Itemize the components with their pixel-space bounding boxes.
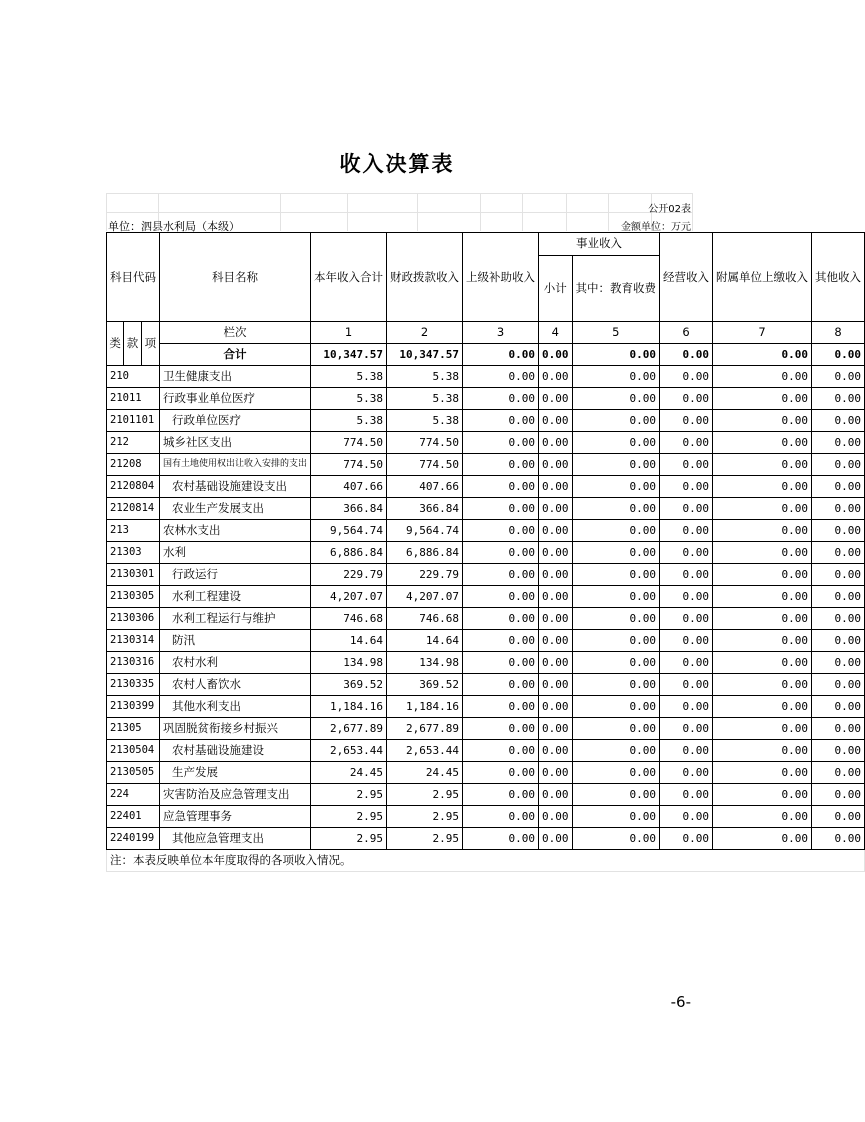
amount-cell: 5.38 [387,388,463,410]
amount-cell: 0.00 [812,762,865,784]
amount-cell: 0.00 [713,718,812,740]
amount-cell: 0.00 [539,630,573,652]
amount-cell: 0.00 [539,366,573,388]
total-value: 0.00 [660,344,713,366]
amount-cell: 0.00 [812,586,865,608]
amount-cell: 0.00 [713,564,812,586]
subject-code: 2120804 [107,476,160,498]
amount-cell: 369.52 [387,674,463,696]
amount-cell: 0.00 [572,740,660,762]
total-value: 0.00 [463,344,539,366]
col-index-7: 7 [713,322,812,344]
amount-cell: 0.00 [812,476,865,498]
amount-cell: 0.00 [812,608,865,630]
amount-cell: 0.00 [572,542,660,564]
col-index-2: 2 [387,322,463,344]
amount-cell: 0.00 [660,696,713,718]
table-row [107,366,865,388]
amount-cell: 14.64 [311,630,387,652]
amount-cell: 0.00 [713,608,812,630]
table-row [107,476,865,498]
amount-cell: 2,677.89 [311,718,387,740]
amount-cell: 0.00 [713,366,812,388]
form-code: 公开02表 [648,204,691,215]
amount-cell: 2,653.44 [311,740,387,762]
col-index-5: 5 [572,322,660,344]
amount-cell: 0.00 [812,542,865,564]
amount-cell: 746.68 [311,608,387,630]
header-subtotal: 小计 [539,255,573,322]
amount-cell: 0.00 [463,828,539,850]
amount-cell: 0.00 [660,388,713,410]
amount-cell: 0.00 [713,762,812,784]
total-value: 0.00 [539,344,573,366]
amount-cell: 0.00 [539,432,573,454]
amount-cell: 0.00 [812,564,865,586]
amount-cell: 0.00 [812,740,865,762]
table-row [107,498,865,520]
amount-cell: 774.50 [387,432,463,454]
amount-cell: 0.00 [660,498,713,520]
amount-cell: 369.52 [311,674,387,696]
amount-cell: 0.00 [572,586,660,608]
table-row [107,828,865,850]
amount-cell: 0.00 [660,476,713,498]
amount-cell: 5.38 [311,366,387,388]
col-index-6: 6 [660,322,713,344]
amount-cell: 0.00 [539,498,573,520]
amount-cell: 0.00 [660,718,713,740]
amount-cell: 0.00 [713,454,812,476]
amount-cell: 2.95 [311,828,387,850]
amount-cell: 0.00 [812,784,865,806]
subject-code: 212 [107,432,160,454]
subject-code: 2101101 [107,410,160,432]
subject-name: 行政单位医疗 [160,410,311,432]
amount-cell: 0.00 [812,410,865,432]
amount-cell: 0.00 [713,784,812,806]
amount-cell: 0.00 [660,410,713,432]
amount-cell: 6,886.84 [311,542,387,564]
subject-name: 水利工程建设 [160,586,311,608]
amount-cell: 0.00 [660,630,713,652]
table-row [107,630,865,652]
amount-cell: 0.00 [539,828,573,850]
amount-cell: 0.00 [812,388,865,410]
total-value: 0.00 [713,344,812,366]
amount-cell: 0.00 [539,410,573,432]
amount-cell: 0.00 [660,520,713,542]
amount-cell: 6,886.84 [387,542,463,564]
amount-cell: 0.00 [713,696,812,718]
amount-cell: 0.00 [713,586,812,608]
amount-cell: 4,207.07 [311,586,387,608]
amount-cell: 0.00 [463,410,539,432]
amount-cell: 0.00 [539,542,573,564]
table-row [107,564,865,586]
header-business: 事业收入 [539,233,660,256]
amount-cell: 0.00 [572,564,660,586]
header-name: 科目名称 [160,233,311,322]
table-row [107,674,865,696]
table-row [107,542,865,564]
total-value: 0.00 [812,344,865,366]
subject-code: 2130306 [107,608,160,630]
amount-cell: 134.98 [311,652,387,674]
subject-code: 210 [107,366,160,388]
amount-cell: 5.38 [387,410,463,432]
header-lanci: 栏次 [160,322,311,344]
subject-name: 其他应急管理支出 [160,828,311,850]
amount-cell: 0.00 [812,696,865,718]
amount-cell: 0.00 [713,520,812,542]
amount-cell: 0.00 [539,608,573,630]
amount-cell: 5.38 [311,388,387,410]
amount-cell: 0.00 [463,806,539,828]
amount-cell: 0.00 [463,718,539,740]
header-operating: 经营收入 [660,233,713,322]
table-row [107,608,865,630]
amount-cell: 0.00 [572,784,660,806]
col-index-4: 4 [539,322,573,344]
subject-name: 卫生健康支出 [160,366,311,388]
subject-name: 农村人畜饮水 [160,674,311,696]
amount-cell: 0.00 [539,718,573,740]
subject-code: 21305 [107,718,160,740]
subject-name: 其他水利支出 [160,696,311,718]
amount-cell: 0.00 [572,388,660,410]
subject-code: 2120814 [107,498,160,520]
amount-cell: 0.00 [713,674,812,696]
amount-cell: 774.50 [387,454,463,476]
amount-cell: 0.00 [572,718,660,740]
amount-cell: 0.00 [713,542,812,564]
amount-cell: 0.00 [572,828,660,850]
amount-cell: 0.00 [539,674,573,696]
amount-cell: 0.00 [812,432,865,454]
subject-name: 国有土地使用权出让收入安排的支出 [160,454,311,476]
subject-code: 21011 [107,388,160,410]
amount-cell: 0.00 [572,806,660,828]
header-subsidy: 上级补助收入 [463,233,539,322]
amount-cell: 0.00 [539,388,573,410]
amount-cell: 0.00 [463,564,539,586]
subject-code: 2130301 [107,564,160,586]
subject-code: 224 [107,784,160,806]
amount-cell: 0.00 [660,652,713,674]
amount-cell: 0.00 [572,674,660,696]
subject-name: 水利 [160,542,311,564]
amount-cell: 0.00 [572,366,660,388]
subject-name: 行政运行 [160,564,311,586]
amount-cell: 0.00 [660,784,713,806]
amount-cell: 0.00 [572,652,660,674]
col-index-8: 8 [812,322,865,344]
amount-cell: 0.00 [713,388,812,410]
subject-name: 农业生产发展支出 [160,498,311,520]
amount-cell: 0.00 [463,674,539,696]
amount-cell: 0.00 [463,388,539,410]
header-education: 其中：教育收费 [572,255,660,322]
amount-cell: 2,653.44 [387,740,463,762]
amount-cell: 0.00 [713,828,812,850]
amount-cell: 0.00 [713,740,812,762]
table-row [107,696,865,718]
amount-cell: 0.00 [463,740,539,762]
amount-cell: 0.00 [463,520,539,542]
amount-cell: 0.00 [812,498,865,520]
amount-cell: 0.00 [660,674,713,696]
subject-code: 2130305 [107,586,160,608]
amount-cell: 0.00 [539,784,573,806]
amount-cell: 2,677.89 [387,718,463,740]
amount-cell: 366.84 [311,498,387,520]
amount-cell: 9,564.74 [311,520,387,542]
total-value: 10,347.57 [387,344,463,366]
amount-cell: 0.00 [463,498,539,520]
amount-cell: 0.00 [812,806,865,828]
amount-cell: 0.00 [572,432,660,454]
col-index-3: 3 [463,322,539,344]
subject-code: 213 [107,520,160,542]
subject-name: 农村水利 [160,652,311,674]
total-value: 0.00 [572,344,660,366]
amount-unit: 金额单位：万元 [621,222,691,233]
amount-cell: 0.00 [572,498,660,520]
unit-name: 单位：泗县水利局（本级） [108,220,240,233]
amount-cell: 0.00 [463,454,539,476]
subject-code: 21208 [107,454,160,476]
total-row [107,344,865,366]
amount-cell: 0.00 [660,542,713,564]
header-xiang: 项 [141,322,159,366]
amount-cell: 0.00 [812,718,865,740]
table-row [107,520,865,542]
amount-cell: 0.00 [539,762,573,784]
amount-cell: 24.45 [387,762,463,784]
amount-cell: 0.00 [463,696,539,718]
amount-cell: 0.00 [713,476,812,498]
amount-cell: 0.00 [660,828,713,850]
amount-cell: 229.79 [387,564,463,586]
subject-code: 2240199 [107,828,160,850]
document-title: 收入决算表 [339,152,455,176]
amount-cell: 0.00 [713,432,812,454]
table-row [107,784,865,806]
amount-cell: 0.00 [539,806,573,828]
subject-name: 城乡社区支出 [160,432,311,454]
amount-cell: 0.00 [572,520,660,542]
amount-cell: 229.79 [311,564,387,586]
amount-cell: 0.00 [572,454,660,476]
amount-cell: 0.00 [812,674,865,696]
amount-cell: 0.00 [660,762,713,784]
amount-cell: 746.68 [387,608,463,630]
subject-code: 2130316 [107,652,160,674]
subject-code: 2130505 [107,762,160,784]
amount-cell: 0.00 [812,366,865,388]
header-kuan: 款 [124,322,141,366]
amount-cell: 0.00 [660,608,713,630]
amount-cell: 0.00 [713,630,812,652]
amount-cell: 0.00 [463,542,539,564]
subject-code: 2130504 [107,740,160,762]
amount-cell: 0.00 [539,740,573,762]
amount-cell: 0.00 [463,586,539,608]
amount-cell: 0.00 [660,432,713,454]
table-row [107,652,865,674]
amount-cell: 0.00 [713,806,812,828]
amount-cell: 0.00 [463,762,539,784]
amount-cell: 0.00 [539,564,573,586]
total-value: 10,347.57 [311,344,387,366]
amount-cell: 0.00 [660,454,713,476]
amount-cell: 5.38 [311,410,387,432]
header-code: 科目代码 [107,233,160,322]
header-other: 其他收入 [812,233,865,322]
amount-cell: 2.95 [387,784,463,806]
table-row [107,454,865,476]
income-table [106,232,865,872]
subject-code: 22401 [107,806,160,828]
header-fiscal: 财政拨款收入 [387,233,463,322]
subject-name: 农村基础设施建设 [160,740,311,762]
subject-name: 水利工程运行与维护 [160,608,311,630]
amount-cell: 407.66 [311,476,387,498]
subject-name: 行政事业单位医疗 [160,388,311,410]
subject-name: 生产发展 [160,762,311,784]
subject-name: 灾害防治及应急管理支出 [160,784,311,806]
amount-cell: 0.00 [812,652,865,674]
table-row [107,718,865,740]
subject-name: 农村基础设施建设支出 [160,476,311,498]
table-row [107,388,865,410]
amount-cell: 0.00 [812,630,865,652]
subject-name: 应急管理事务 [160,806,311,828]
amount-cell: 2.95 [311,806,387,828]
subject-code: 2130399 [107,696,160,718]
amount-cell: 0.00 [463,366,539,388]
amount-cell: 0.00 [539,520,573,542]
amount-cell: 134.98 [387,652,463,674]
amount-cell: 0.00 [463,784,539,806]
table-row [107,586,865,608]
amount-cell: 5.38 [387,366,463,388]
amount-cell: 0.00 [572,696,660,718]
amount-cell: 0.00 [713,652,812,674]
subject-name: 防汛 [160,630,311,652]
total-label: 合计 [160,344,311,366]
amount-cell: 0.00 [539,696,573,718]
table-row [107,432,865,454]
amount-cell: 407.66 [387,476,463,498]
amount-cell: 0.00 [660,740,713,762]
header-row-1 [107,233,865,256]
amount-cell: 0.00 [812,828,865,850]
amount-cell: 0.00 [463,432,539,454]
amount-cell: 2.95 [311,784,387,806]
amount-cell: 0.00 [463,630,539,652]
amount-cell: 774.50 [311,454,387,476]
subject-code: 2130314 [107,630,160,652]
header-affiliated: 附属单位上缴收入 [713,233,812,322]
table-row [107,762,865,784]
amount-cell: 0.00 [463,476,539,498]
column-index-row [107,322,865,344]
amount-cell: 0.00 [463,652,539,674]
amount-cell: 9,564.74 [387,520,463,542]
amount-cell: 0.00 [463,608,539,630]
header-total: 本年收入合计 [311,233,387,322]
table-row [107,806,865,828]
table-note: 注：本表反映单位本年度取得的各项收入情况。 [107,850,865,872]
amount-cell: 0.00 [660,564,713,586]
amount-cell: 0.00 [572,630,660,652]
subject-name: 农林水支出 [160,520,311,542]
amount-cell: 0.00 [539,476,573,498]
amount-cell: 774.50 [311,432,387,454]
amount-cell: 0.00 [572,762,660,784]
page-number: -6- [670,993,691,1011]
amount-cell: 0.00 [812,520,865,542]
amount-cell: 0.00 [660,366,713,388]
subject-code: 2130335 [107,674,160,696]
amount-cell: 0.00 [539,586,573,608]
amount-cell: 1,184.16 [311,696,387,718]
note-row [107,850,865,872]
amount-cell: 0.00 [572,476,660,498]
amount-cell: 2.95 [387,828,463,850]
table-row [107,740,865,762]
amount-cell: 0.00 [812,454,865,476]
amount-cell: 24.45 [311,762,387,784]
amount-cell: 0.00 [713,498,812,520]
amount-cell: 0.00 [713,410,812,432]
header-lei: 类 [107,322,124,366]
table-body [107,366,865,850]
amount-cell: 0.00 [572,410,660,432]
amount-cell: 4,207.07 [387,586,463,608]
table-row [107,410,865,432]
amount-cell: 14.64 [387,630,463,652]
subject-code: 21303 [107,542,160,564]
amount-cell: 2.95 [387,806,463,828]
amount-cell: 0.00 [539,652,573,674]
amount-cell: 0.00 [660,806,713,828]
amount-cell: 0.00 [660,586,713,608]
amount-cell: 0.00 [539,454,573,476]
col-index-1: 1 [311,322,387,344]
amount-cell: 0.00 [572,608,660,630]
subject-name: 巩固脱贫衔接乡村振兴 [160,718,311,740]
amount-cell: 1,184.16 [387,696,463,718]
amount-cell: 366.84 [387,498,463,520]
